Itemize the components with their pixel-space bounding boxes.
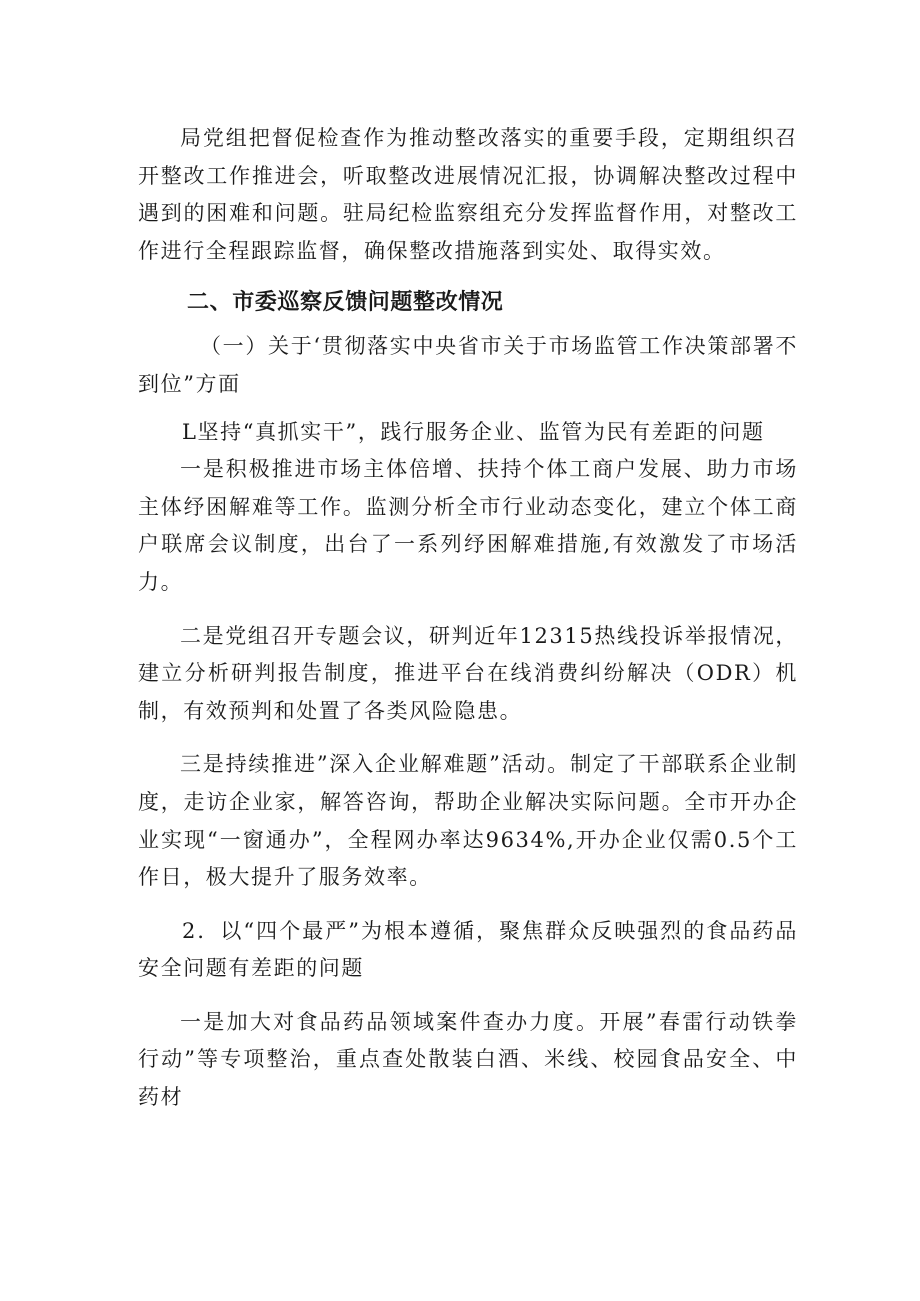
sub-heading: （一）关于‘贯彻落实中央省市关于市场监管工作决策部署不到位”方面 — [138, 334, 798, 396]
item-1-paragraph-1: 一是积极推进市场主体倍增、扶持个体工商户发展、助力市场主体纾困解难等工作。监测分析全市行业动态变化，建立个体工商户联席会议制度，出台了一系列纾困解难措施,有效激发了市场活力。 — [138, 457, 798, 594]
section-heading: 二、市委巡察反馈问题整改情况 — [187, 290, 504, 316]
item-2-title: 2．以“四个最严”为根本遵循，聚焦群众反映强烈的食品药品安全问题有差距的问题 — [138, 918, 798, 981]
item-2-paragraph-1: 一是加大对食品药品领域案件查办力度。开展”春雷行动铁拳行动”等专项整治，重点查处散装白酒、米线、校园食品安全、中药材 — [138, 1009, 798, 1110]
document-body — [138, 120, 798, 1117]
paragraph-supervision: 局党组把督促检查作为推动整改落实的重要手段，定期组织召开整改工作推进会，听取整改进展情况汇报，协调解决整改过程中遇到的困难和问题。驻局纪检监察组充分发挥监督作用，对整改工作进行全程跟踪监督，确保整改措施落到实处、取得实效。 — [138, 126, 798, 263]
item-1-paragraph-2: 二是党组召开专题会议，研判近年12315热线投诉举报情况，建立分析研判报告制度，推进平台在线消费纠纷解决（ODR）机制，有效预判和处置了各类风险隐患。 — [138, 623, 798, 723]
item-1-paragraph-3: 三是持续推进”深入企业解难题”活动。制定了干部联系企业制度，走访企业家，解答咨询，帮助企业解决实际问题。全市开办企业实现“一窗通办”，全程网办率达9634%,开办企业仅需0.5个工作日，极大提升了服务效率。 — [138, 752, 798, 890]
item-1-title: L坚持“真抓实干”，践行服务企业、监管为民有差距的问题 — [182, 419, 765, 444]
